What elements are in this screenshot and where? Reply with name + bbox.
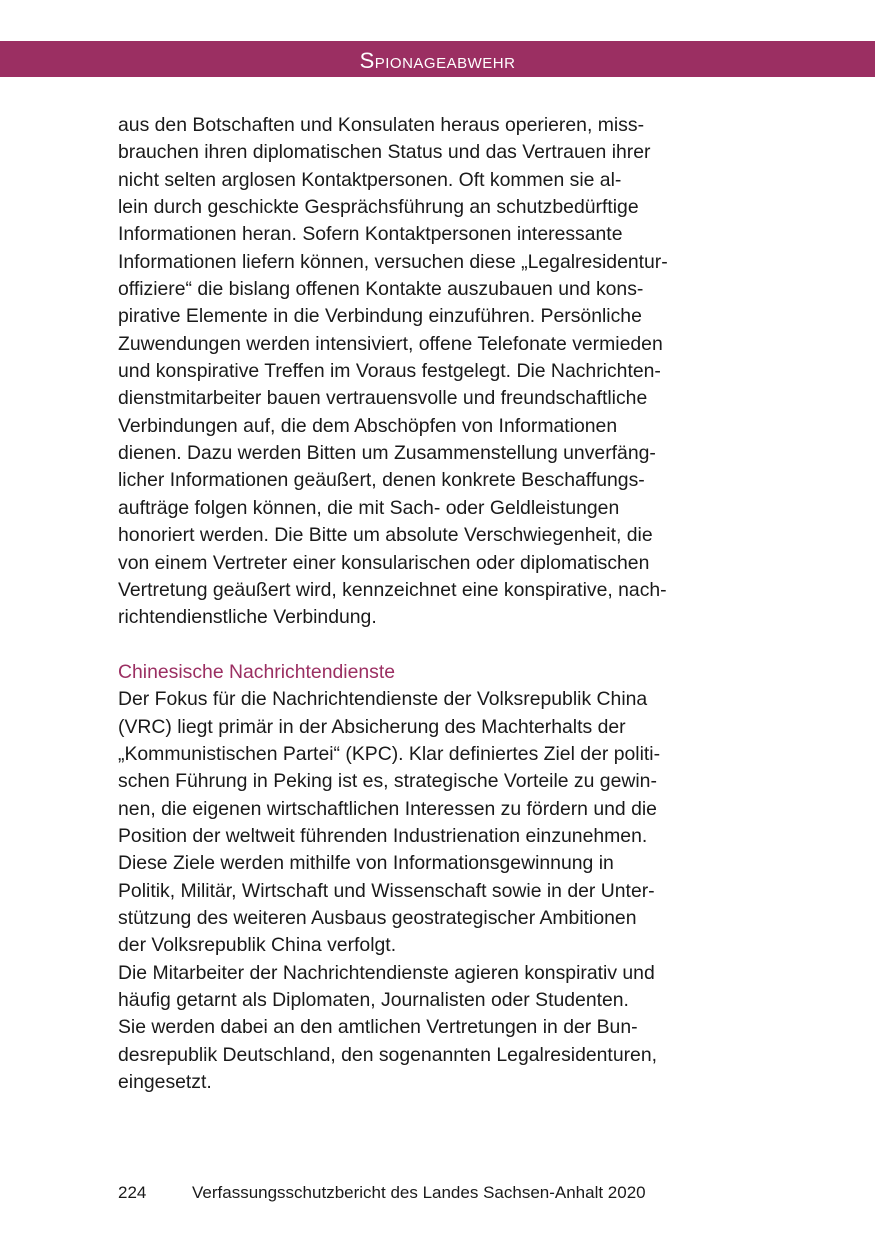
text-line: stützung des weiteren Ausbaus geostrategischer Ambitionen [118, 906, 637, 929]
text-line: licher Informationen geäußert, denen konkrete Beschaffungs- [118, 469, 645, 492]
text-line: aufträge folgen können, die mit Sach- oder Geldleistungen [118, 496, 620, 519]
text-line: von einem Vertreter einer konsularischen oder diplomatischen [118, 551, 650, 574]
text-line: der Volksrepublik China verfolgt. [118, 934, 397, 957]
paragraph-1 [118, 112, 758, 632]
paragraph-3 [118, 960, 758, 1097]
text-line: pirative Elemente in die Verbindung einzuführen. Persönliche [118, 305, 642, 328]
text-line: Diese Ziele werden mithilfe von Informationsgewinnung in [118, 852, 614, 875]
paragraph-2 [118, 686, 758, 959]
page-number: 224 [118, 1183, 147, 1202]
text-line: aus den Botschaften und Konsulaten heraus operieren, miss- [118, 114, 645, 136]
paragraph-gap [118, 632, 758, 659]
text-line: Verbindungen auf, die dem Abschöpfen von Informationen [118, 414, 618, 437]
text-line: honoriert werden. Die Bitte um absolute Verschwiegenheit, die [118, 524, 653, 547]
text-line: offiziere“ die bislang offenen Kontakte auszubauen und kons- [118, 278, 644, 301]
text-line: lein durch geschickte Gesprächsführung an schutzbedürftige [118, 196, 639, 219]
text-line: Die Mitarbeiter der Nachrichtendienste agieren konspirativ und [118, 961, 655, 984]
text-line: brauchen ihren diplomatischen Status und das Vertrauen ihrer [118, 141, 651, 164]
subsection-heading: Chinesische Nachrichtendienste [118, 660, 396, 683]
text-line: (VRC) liegt primär in der Absicherung des Machterhalts der [118, 715, 626, 738]
text-line: Informationen heran. Sofern Kontaktpersonen interessante [118, 223, 623, 246]
publication-title: Verfassungsschutzbericht des Landes Sachsen-Anhalt 2020 [192, 1183, 646, 1202]
text-line: dienen. Dazu werden Bitten um Zusammenstellung unverfäng- [118, 442, 656, 465]
text-line: Position der weltweit führenden Industrienation einzunehmen. [118, 824, 648, 847]
text-line: Der Fokus für die Nachrichtendienste der Volksrepublik China [118, 688, 648, 711]
text-line: „Kommunistischen Partei“ (KPC). Klar definiertes Ziel der politi- [118, 742, 661, 765]
text-line: Zuwendungen werden intensiviert, offene Telefonate vermieden [118, 332, 663, 355]
text-line: Vertretung geäußert wird, kennzeichnet eine konspirative, nach- [118, 578, 667, 601]
text-line: Politik, Militär, Wirtschaft und Wissenschaft sowie in der Unter- [118, 879, 655, 902]
text-line: richtendienstliche Verbindung. [118, 606, 377, 629]
page-body [118, 112, 758, 1096]
text-line: eingesetzt. [118, 1071, 212, 1094]
text-line: desrepublik Deutschland, den sogenannten Legalresidenturen, [118, 1043, 658, 1066]
section-header-bar [0, 41, 875, 77]
section-title: Spionageabwehr [359, 48, 516, 73]
text-line: häufig getarnt als Diplomaten, Journalisten oder Studenten. [118, 989, 629, 1011]
text-line: und konspirative Treffen im Voraus festgelegt. Die Nachrichten- [118, 360, 661, 383]
text-line: Informationen liefern können, versuchen diese „Legalresidentur- [118, 250, 668, 273]
text-line: dienstmitarbeiter bauen vertrauensvolle und freundschaftliche [118, 387, 648, 410]
text-line: nen, die eigenen wirtschaftlichen Interessen zu fördern und die [118, 797, 657, 820]
text-line: nicht selten arglosen Kontaktpersonen. Oft kommen sie al- [118, 168, 622, 191]
text-line: Sie werden dabei an den amtlichen Vertretungen in der Bun- [118, 1016, 638, 1039]
text-line: schen Führung in Peking ist es, strategische Vorteile zu gewin- [118, 770, 657, 793]
page-footer [118, 1181, 646, 1205]
